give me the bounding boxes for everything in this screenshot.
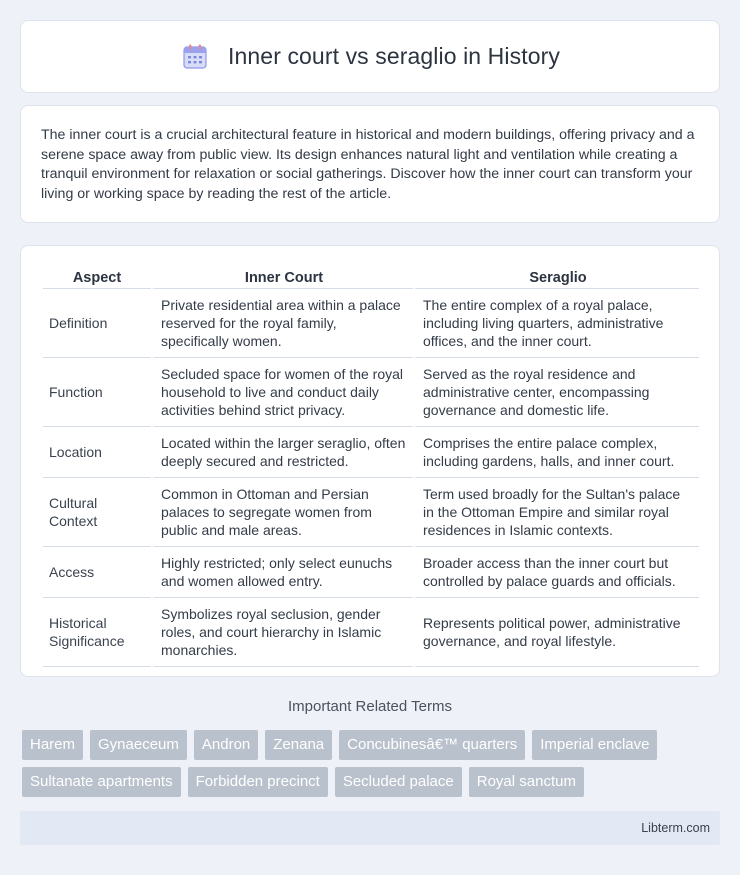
row-seraglio: Broader access than the inner court but controlled by palace guards and officials.: [413, 547, 699, 598]
comparison-table: [43, 264, 699, 667]
table-row: [43, 598, 699, 667]
calendar-icon: [180, 42, 210, 72]
related-terms-title: Important Related Terms: [288, 698, 452, 715]
header: [180, 42, 560, 72]
footer-brand-link[interactable]: Libterm.com: [641, 821, 710, 835]
related-term-tag[interactable]: Zenana: [265, 730, 332, 760]
related-term-tag[interactable]: Imperial enclave: [532, 730, 657, 760]
related-term-tag[interactable]: Sultanate apartments: [22, 767, 181, 797]
header-card: [20, 20, 720, 93]
related-term-tag[interactable]: Royal sanctum: [469, 767, 584, 797]
row-inner-court: Located within the larger seraglio, often deeply secured and restricted.: [151, 427, 413, 478]
related-term-tag[interactable]: Forbidden precinct: [188, 767, 328, 797]
related-terms-list: [22, 730, 722, 797]
comparison-card: [20, 245, 720, 677]
header-aspect: Aspect: [43, 264, 151, 289]
row-inner-court: Symbolizes royal seclusion, gender roles, and court hierarchy in Islamic monarchies.: [151, 598, 413, 667]
table-row: [43, 478, 699, 547]
table-row: [43, 358, 699, 427]
page-title: Inner court vs seraglio in History: [228, 43, 560, 69]
row-aspect: Location: [43, 427, 151, 478]
row-seraglio: Represents political power, administrative governance, and royal lifestyle.: [413, 598, 699, 667]
related-term-tag[interactable]: Concubinesâ€™ quarters: [339, 730, 525, 760]
row-seraglio: Comprises the entire palace complex, including gardens, halls, and inner court.: [413, 427, 699, 478]
intro-paragraph: The inner court is a crucial architectural feature in historical and modern buildings, offering privacy and a serene space away from public view. Its design enhances natural light and ventilation while creating a tranquil environment for relaxation or social gatherings. Discover how the inner court can transform your living or working space by reading the rest of the article.: [41, 127, 695, 202]
row-aspect: Historical Significance: [43, 598, 151, 667]
table-row: [43, 547, 699, 598]
header-inner-court: Inner Court: [151, 264, 413, 289]
table-row: [43, 427, 699, 478]
row-seraglio: Term used broadly for the Sultan's palace in the Ottoman Empire and similar royal residences in Islamic contexts.: [413, 478, 699, 547]
header-seraglio: Seraglio: [413, 264, 699, 289]
footer: [20, 811, 720, 845]
row-aspect: Cultural Context: [43, 478, 151, 547]
row-inner-court: Highly restricted; only select eunuchs and women allowed entry.: [151, 547, 413, 598]
row-seraglio: Served as the royal residence and administrative center, encompassing governance and domestic life.: [413, 358, 699, 427]
row-seraglio: The entire complex of a royal palace, including living quarters, administrative offices, and the inner court.: [413, 289, 699, 358]
related-term-tag[interactable]: Secluded palace: [335, 767, 462, 797]
intro-card: [20, 105, 720, 223]
related-term-tag[interactable]: Gynaeceum: [90, 730, 187, 760]
row-inner-court: Secluded space for women of the royal household to live and conduct daily activities behind strict privacy.: [151, 358, 413, 427]
row-aspect: Function: [43, 358, 151, 427]
row-aspect: Access: [43, 547, 151, 598]
related-term-tag[interactable]: Harem: [22, 730, 83, 760]
related-term-tag[interactable]: Andron: [194, 730, 258, 760]
table-row: [43, 289, 699, 358]
table-header-row: [43, 264, 699, 289]
row-inner-court: Common in Ottoman and Persian palaces to segregate women from public and male areas.: [151, 478, 413, 547]
row-aspect: Definition: [43, 289, 151, 358]
row-inner-court: Private residential area within a palace reserved for the royal family, specifically women.: [151, 289, 413, 358]
